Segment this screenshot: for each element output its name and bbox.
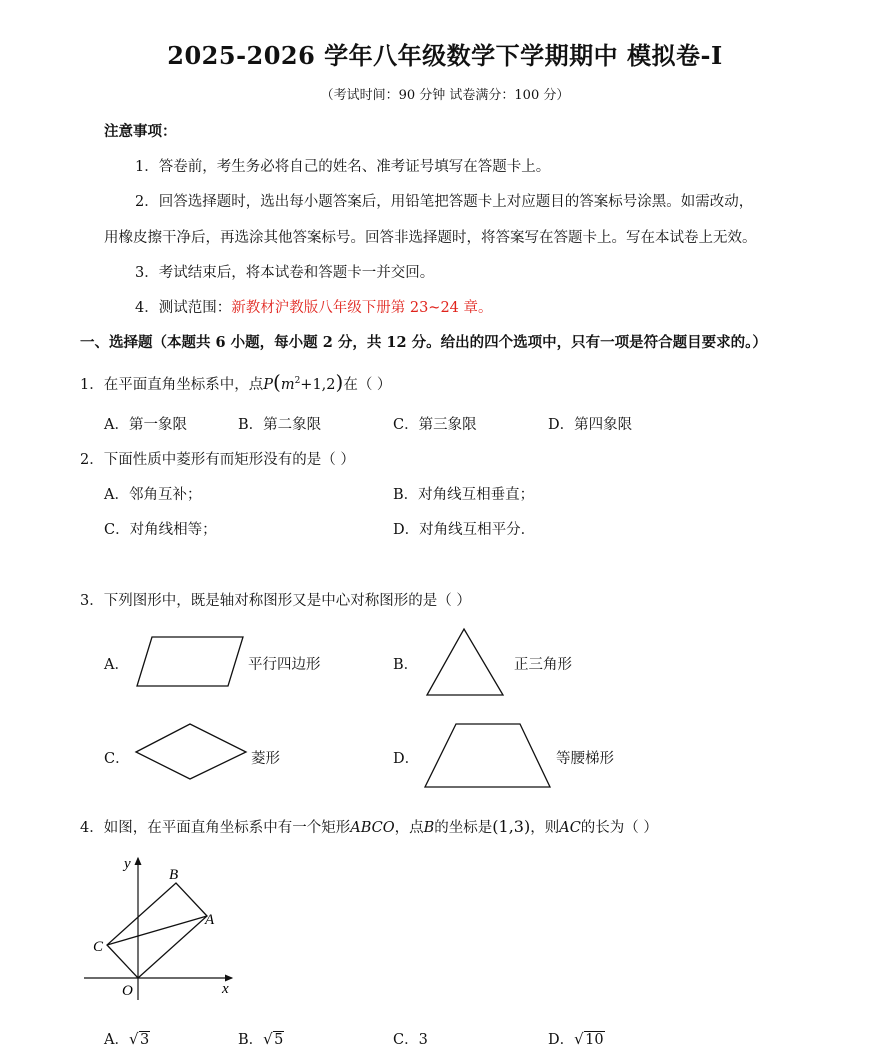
- q3-option-a-letter[interactable]: A．: [104, 657, 129, 673]
- q1-option-d[interactable]: D．第四象限: [548, 417, 633, 433]
- q4-option-a[interactable]: [104, 1028, 150, 1049]
- rhombus-figure: [132, 721, 250, 783]
- sqrt-10: √ 10: [574, 1030, 604, 1048]
- notes-item-2-line-2: 用橡皮擦干净后，再选涂其他答案标号。回答非选择题时，将答案写在答题卡上。写在本试卷上无效。: [104, 230, 757, 246]
- diagonal-ac: [107, 916, 207, 945]
- notes-item-2-line-1: 2．回答选择题时，选出每小题答案后，用铅笔把答题卡上对应题目的答案标号涂黑。如需改动，: [135, 194, 754, 210]
- parallelogram-figure: [130, 632, 250, 692]
- point-c-label: C: [93, 939, 104, 955]
- q4-text-c: 的坐标是: [434, 820, 493, 836]
- q3-option-a-label: 平行四边形: [248, 657, 321, 673]
- q4-point-b: B: [423, 820, 435, 836]
- q1-text-b: 在（ ）: [343, 377, 392, 393]
- notes-heading: 注意事项：: [104, 123, 177, 140]
- q4-option-d-value: 10: [585, 1032, 604, 1048]
- q4-option-b-letter: B．: [238, 1032, 264, 1048]
- q2-option-d[interactable]: D．对角线互相平分．: [393, 522, 536, 538]
- q1-paren-open: (: [273, 370, 281, 394]
- q4-coordinate: (1,3): [492, 817, 531, 836]
- rectangle-coordinate-figure: [80, 852, 250, 1002]
- q4-option-b[interactable]: [238, 1028, 284, 1049]
- origin-label: O: [122, 983, 133, 999]
- x-axis-label: x: [222, 981, 229, 997]
- equilateral-triangle-figure: [424, 626, 508, 698]
- section-heading: 一、选择题（本题共 6 小题，每小题 2 分，共 12 分。给出的四个选项中，只有一项是符合题目要求的。）: [80, 334, 767, 351]
- exam-info: （考试时间：90 分钟 试卷满分：100 分）: [320, 88, 570, 103]
- q3-option-d-letter[interactable]: D．: [393, 751, 420, 767]
- q3-option-c-letter[interactable]: C．: [104, 751, 130, 767]
- q2-option-b[interactable]: B．对角线互相垂直；: [393, 487, 535, 503]
- test-scope: 新教材沪教版八年级下册第 23~24 章。: [231, 300, 493, 316]
- q1-exponent: 2: [294, 376, 301, 387]
- q4-option-a-letter: A．: [104, 1032, 129, 1048]
- q4-option-a-value: 3: [139, 1032, 150, 1048]
- q1-option-a[interactable]: A．第一象限: [104, 417, 187, 433]
- sqrt-5: √ 5: [263, 1030, 284, 1048]
- y-axis-label: y: [124, 856, 131, 872]
- q4-text-d: ，则: [530, 820, 560, 836]
- question-3-stem: 3．下列图形中，既是轴对称图形又是中心对称图形的是（ ）: [80, 593, 471, 609]
- q2-option-c[interactable]: C．对角线相等；: [104, 522, 217, 538]
- q4-option-b-value: 5: [274, 1032, 284, 1048]
- isosceles-trapezoid-figure: [422, 721, 554, 791]
- q4-text-e: 的长为（ ）: [580, 820, 658, 836]
- q1-paren-close: ): [335, 370, 344, 394]
- question-1-stem: [80, 370, 391, 394]
- sqrt-3: √ 3: [128, 1030, 150, 1048]
- notes-item-3: 3．考试结束后，将本试卷和答题卡一并交回。: [135, 265, 435, 281]
- q4-option-d-letter: D．: [548, 1032, 575, 1048]
- q3-option-b-letter[interactable]: B．: [393, 657, 419, 673]
- q1-var-m: m: [280, 377, 295, 393]
- q4-option-c[interactable]: C．3: [393, 1032, 428, 1048]
- page-title: 2025-2026 学年八年级数学下学期期中 模拟卷-Ⅰ: [167, 41, 723, 70]
- q1-point-label: P: [263, 377, 273, 393]
- point-a-label: A: [205, 912, 215, 928]
- q4-segment-ac: AC: [559, 820, 581, 836]
- q4-text-a: 4．如图，在平面直角坐标系中有一个矩形: [80, 820, 351, 836]
- q4-text-b: ，点: [394, 820, 424, 836]
- q3-option-b-label: 正三角形: [514, 657, 572, 673]
- q1-option-b[interactable]: B．第二象限: [238, 417, 322, 433]
- q1-option-c[interactable]: C．第三象限: [393, 417, 477, 433]
- question-4-stem: [80, 816, 658, 837]
- q3-option-d-label: 等腰梯形: [556, 751, 614, 767]
- question-2-stem: 2．下面性质中菱形有而矩形没有的是（ ）: [80, 452, 355, 468]
- notes-item-4: [135, 296, 493, 317]
- notes-item-4-prefix: 4．测试范围：: [135, 300, 232, 316]
- q3-option-c-label: 菱形: [251, 751, 280, 767]
- q4-option-d[interactable]: [548, 1028, 605, 1049]
- notes-item-1: 1．答卷前，考生务必将自己的姓名、准考证号填写在答题卡上。: [135, 159, 551, 175]
- point-b-label: B: [169, 867, 179, 883]
- q4-rect-label: ABCO: [350, 820, 395, 836]
- q1-expr: +1,2: [300, 377, 336, 393]
- q2-option-a[interactable]: A．邻角互补；: [104, 487, 202, 503]
- q1-text-a: 1．在平面直角坐标系中，点: [80, 377, 264, 393]
